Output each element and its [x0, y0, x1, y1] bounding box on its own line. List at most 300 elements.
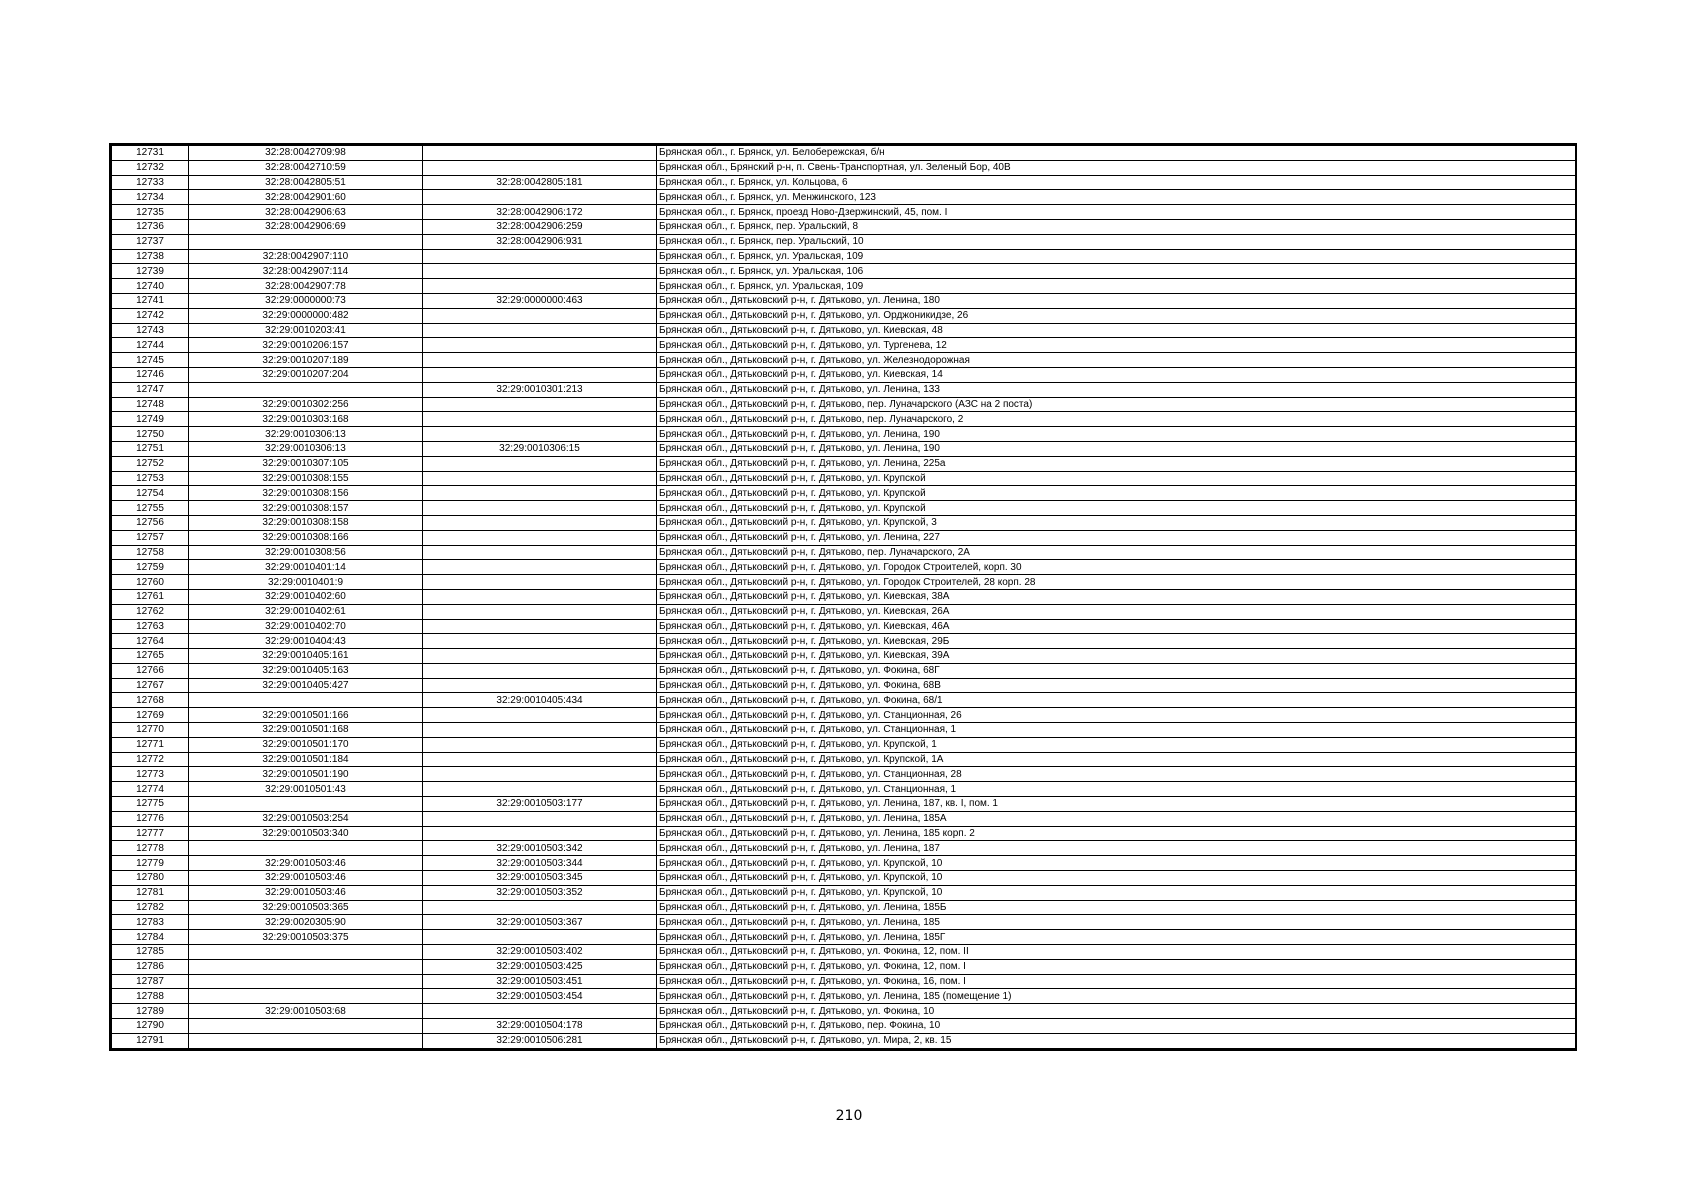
address-cell: Брянская обл., г. Брянск, ул. Кольцова, 6 — [657, 175, 1576, 190]
row-number-cell: 12740 — [112, 279, 189, 294]
address-cell: Брянская обл., Дятьковский р-н, г. Дятьково, пер. Луначарского, 2А — [657, 545, 1576, 560]
address-cell: Брянская обл., г. Брянск, проезд Ново-Дзержинский, 45, пом. I — [657, 205, 1576, 220]
land-cadastral-number-cell: 32:29:0010306:13 — [189, 427, 423, 442]
table-row — [112, 249, 1576, 264]
object-cadastral-number-cell — [423, 190, 657, 205]
row-number-cell: 12791 — [112, 1033, 189, 1048]
row-number-cell: 12782 — [112, 900, 189, 915]
land-cadastral-number-cell: 32:29:0010207:204 — [189, 367, 423, 382]
row-number-cell: 12741 — [112, 293, 189, 308]
address-cell: Брянская обл., г. Брянск, ул. Уральская, 109 — [657, 279, 1576, 294]
row-number-cell: 12773 — [112, 767, 189, 782]
land-cadastral-number-cell: 32:28:0042901:60 — [189, 190, 423, 205]
land-cadastral-number-cell: 32:28:0042906:69 — [189, 219, 423, 234]
row-number-cell: 12736 — [112, 219, 189, 234]
row-number-cell: 12763 — [112, 619, 189, 634]
address-cell: Брянская обл., Дятьковский р-н, г. Дятьково, ул. Крупской, 10 — [657, 856, 1576, 871]
object-cadastral-number-cell — [423, 501, 657, 516]
address-cell: Брянская обл., г. Брянск, ул. Уральская, 109 — [657, 249, 1576, 264]
object-cadastral-number-cell: 32:29:0010503:177 — [423, 797, 657, 812]
object-cadastral-number-cell: 32:29:0010503:402 — [423, 945, 657, 960]
land-cadastral-number-cell: 32:29:0010405:161 — [189, 649, 423, 664]
object-cadastral-number-cell — [423, 249, 657, 264]
table-row — [112, 663, 1576, 678]
address-cell: Брянская обл., Дятьковский р-н, г. Дятьково, ул. Ленина, 185А — [657, 811, 1576, 826]
address-cell: Брянская обл., Дятьковский р-н, г. Дятьково, ул. Киевская, 39А — [657, 649, 1576, 664]
row-number-cell: 12776 — [112, 811, 189, 826]
table-row — [112, 737, 1576, 752]
row-number-cell: 12771 — [112, 737, 189, 752]
address-cell: Брянская обл., Дятьковский р-н, г. Дятьково, ул. Крупской, 1 — [657, 737, 1576, 752]
object-cadastral-number-cell — [423, 367, 657, 382]
object-cadastral-number-cell — [423, 146, 657, 161]
row-number-cell: 12780 — [112, 871, 189, 886]
row-number-cell: 12747 — [112, 382, 189, 397]
table-row — [112, 205, 1576, 220]
object-cadastral-number-cell — [423, 471, 657, 486]
row-number-cell: 12734 — [112, 190, 189, 205]
address-cell: Брянская обл., Дятьковский р-н, г. Дятьково, ул. Крупской — [657, 486, 1576, 501]
address-cell: Брянская обл., Дятьковский р-н, г. Дятьково, ул. Киевская, 48 — [657, 323, 1576, 338]
row-number-cell: 12758 — [112, 545, 189, 560]
land-cadastral-number-cell: 32:29:0010308:56 — [189, 545, 423, 560]
row-number-cell: 12749 — [112, 412, 189, 427]
land-cadastral-number-cell: 32:29:0010503:365 — [189, 900, 423, 915]
table-row — [112, 915, 1576, 930]
object-cadastral-number-cell: 32:29:0010306:15 — [423, 441, 657, 456]
address-cell: Брянская обл., Дятьковский р-н, г. Дятьково, ул. Ленина, 225а — [657, 456, 1576, 471]
land-cadastral-number-cell: 32:29:0010307:105 — [189, 456, 423, 471]
table-row — [112, 486, 1576, 501]
table-row — [112, 367, 1576, 382]
table-row — [112, 234, 1576, 249]
land-cadastral-number-cell — [189, 382, 423, 397]
table-row — [112, 190, 1576, 205]
land-cadastral-number-cell: 32:29:0010303:168 — [189, 412, 423, 427]
object-cadastral-number-cell — [423, 412, 657, 427]
address-cell: Брянская обл., Дятьковский р-н, г. Дятьково, ул. Фокина, 68В — [657, 678, 1576, 693]
land-cadastral-number-cell: 32:29:0010402:61 — [189, 604, 423, 619]
object-cadastral-number-cell — [423, 1004, 657, 1019]
table-row — [112, 382, 1576, 397]
object-cadastral-number-cell: 32:29:0010504:178 — [423, 1019, 657, 1034]
land-cadastral-number-cell — [189, 234, 423, 249]
table-row — [112, 678, 1576, 693]
object-cadastral-number-cell — [423, 782, 657, 797]
row-number-cell: 12785 — [112, 945, 189, 960]
address-cell: Брянская обл., Брянский р-н, п. Свень-Транспортная, ул. Зеленый Бор, 40В — [657, 160, 1576, 175]
object-cadastral-number-cell: 32:29:0010503:345 — [423, 871, 657, 886]
land-cadastral-number-cell: 32:28:0042710:59 — [189, 160, 423, 175]
land-cadastral-number-cell: 32:29:0010503:375 — [189, 930, 423, 945]
page-number: 210 — [835, 1108, 863, 1124]
object-cadastral-number-cell — [423, 900, 657, 915]
object-cadastral-number-cell — [423, 826, 657, 841]
table-row — [112, 146, 1576, 161]
address-cell: Брянская обл., Дятьковский р-н, г. Дятьково, ул. Киевская, 14 — [657, 367, 1576, 382]
object-cadastral-number-cell — [423, 264, 657, 279]
row-number-cell: 12732 — [112, 160, 189, 175]
object-cadastral-number-cell — [423, 649, 657, 664]
row-number-cell: 12762 — [112, 604, 189, 619]
land-cadastral-number-cell: 32:29:0010501:43 — [189, 782, 423, 797]
row-number-cell: 12775 — [112, 797, 189, 812]
land-cadastral-number-cell: 32:28:0042907:114 — [189, 264, 423, 279]
object-cadastral-number-cell — [423, 486, 657, 501]
row-number-cell: 12770 — [112, 723, 189, 738]
row-number-cell: 12769 — [112, 708, 189, 723]
table-row — [112, 264, 1576, 279]
address-cell: Брянская обл., г. Брянск, ул. Уральская, 106 — [657, 264, 1576, 279]
row-number-cell: 12761 — [112, 589, 189, 604]
table-row — [112, 456, 1576, 471]
object-cadastral-number-cell: 32:29:0010503:425 — [423, 959, 657, 974]
row-number-cell: 12750 — [112, 427, 189, 442]
address-cell: Брянская обл., Дятьковский р-н, г. Дятьково, ул. Станционная, 26 — [657, 708, 1576, 723]
object-cadastral-number-cell — [423, 723, 657, 738]
land-cadastral-number-cell: 32:29:0010503:46 — [189, 856, 423, 871]
address-cell: Брянская обл., Дятьковский р-н, г. Дятьково, ул. Ленина, 185 (помещение 1) — [657, 989, 1576, 1004]
table-row — [112, 693, 1576, 708]
land-cadastral-number-cell: 32:29:0010401:14 — [189, 560, 423, 575]
row-number-cell: 12783 — [112, 915, 189, 930]
address-cell: Брянская обл., Дятьковский р-н, г. Дятьково, ул. Крупской, 3 — [657, 515, 1576, 530]
land-cadastral-number-cell — [189, 693, 423, 708]
table-row — [112, 323, 1576, 338]
land-cadastral-number-cell: 32:29:0010503:68 — [189, 1004, 423, 1019]
address-cell: Брянская обл., Дятьковский р-н, г. Дятьково, пер. Фокина, 10 — [657, 1019, 1576, 1034]
registry-table-body — [112, 146, 1576, 1049]
land-cadastral-number-cell: 32:29:0010503:46 — [189, 871, 423, 886]
row-number-cell: 12760 — [112, 575, 189, 590]
land-cadastral-number-cell: 32:29:0010308:158 — [189, 515, 423, 530]
object-cadastral-number-cell — [423, 737, 657, 752]
object-cadastral-number-cell — [423, 279, 657, 294]
land-cadastral-number-cell: 32:28:0042907:78 — [189, 279, 423, 294]
row-number-cell: 12743 — [112, 323, 189, 338]
row-number-cell: 12731 — [112, 146, 189, 161]
object-cadastral-number-cell: 32:28:0042805:181 — [423, 175, 657, 190]
land-cadastral-number-cell: 32:29:0010206:157 — [189, 338, 423, 353]
object-cadastral-number-cell — [423, 589, 657, 604]
row-number-cell: 12768 — [112, 693, 189, 708]
table-row — [112, 797, 1576, 812]
row-number-cell: 12787 — [112, 974, 189, 989]
table-row — [112, 560, 1576, 575]
table-row — [112, 841, 1576, 856]
object-cadastral-number-cell — [423, 811, 657, 826]
row-number-cell: 12739 — [112, 264, 189, 279]
address-cell: Брянская обл., Дятьковский р-н, г. Дятьково, ул. Городок Строителей, корп. 30 — [657, 560, 1576, 575]
land-cadastral-number-cell: 32:29:0010203:41 — [189, 323, 423, 338]
table-row — [112, 974, 1576, 989]
address-cell: Брянская обл., Дятьковский р-н, г. Дятьково, ул. Станционная, 1 — [657, 782, 1576, 797]
table-row — [112, 900, 1576, 915]
address-cell: Брянская обл., Дятьковский р-н, г. Дятьково, ул. Фокина, 68Г — [657, 663, 1576, 678]
address-cell: Брянская обл., г. Брянск, ул. Менжинского, 123 — [657, 190, 1576, 205]
address-cell: Брянская обл., Дятьковский р-н, г. Дятьково, ул. Ленина, 187 — [657, 841, 1576, 856]
object-cadastral-number-cell: 32:29:0010503:342 — [423, 841, 657, 856]
row-number-cell: 12778 — [112, 841, 189, 856]
address-cell: Брянская обл., Дятьковский р-н, г. Дятьково, ул. Мира, 2, кв. 15 — [657, 1033, 1576, 1048]
row-number-cell: 12754 — [112, 486, 189, 501]
table-row — [112, 752, 1576, 767]
row-number-cell: 12766 — [112, 663, 189, 678]
land-cadastral-number-cell: 32:29:0010404:43 — [189, 634, 423, 649]
table-row — [112, 871, 1576, 886]
land-cadastral-number-cell: 32:29:0010401:9 — [189, 575, 423, 590]
land-cadastral-number-cell: 32:29:0010503:46 — [189, 885, 423, 900]
object-cadastral-number-cell: 32:29:0000000:463 — [423, 293, 657, 308]
table-row — [112, 293, 1576, 308]
address-cell: Брянская обл., Дятьковский р-н, г. Дятьково, ул. Киевская, 26А — [657, 604, 1576, 619]
address-cell: Брянская обл., Дятьковский р-н, г. Дятьково, ул. Ленина, 185Г — [657, 930, 1576, 945]
object-cadastral-number-cell: 32:29:0010503:352 — [423, 885, 657, 900]
table-row — [112, 471, 1576, 486]
row-number-cell: 12786 — [112, 959, 189, 974]
object-cadastral-number-cell — [423, 708, 657, 723]
address-cell: Брянская обл., Дятьковский р-н, г. Дятьково, ул. Фокина, 68/1 — [657, 693, 1576, 708]
address-cell: Брянская обл., Дятьковский р-н, г. Дятьково, ул. Крупской, 10 — [657, 885, 1576, 900]
object-cadastral-number-cell — [423, 663, 657, 678]
address-cell: Брянская обл., Дятьковский р-н, г. Дятьково, ул. Фокина, 12, пом. II — [657, 945, 1576, 960]
land-cadastral-number-cell — [189, 1033, 423, 1048]
row-number-cell: 12748 — [112, 397, 189, 412]
row-number-cell: 12757 — [112, 530, 189, 545]
table-row — [112, 1033, 1576, 1048]
object-cadastral-number-cell: 32:28:0042906:172 — [423, 205, 657, 220]
object-cadastral-number-cell — [423, 456, 657, 471]
address-cell: Брянская обл., Дятьковский р-н, г. Дятьково, пер. Луначарского (АЗС на 2 поста) — [657, 397, 1576, 412]
row-number-cell: 12737 — [112, 234, 189, 249]
land-cadastral-number-cell — [189, 959, 423, 974]
table-row — [112, 723, 1576, 738]
row-number-cell: 12767 — [112, 678, 189, 693]
row-number-cell: 12733 — [112, 175, 189, 190]
object-cadastral-number-cell: 32:29:0010503:451 — [423, 974, 657, 989]
address-cell: Брянская обл., Дятьковский р-н, г. Дятьково, ул. Ленина, 180 — [657, 293, 1576, 308]
table-row — [112, 279, 1576, 294]
table-row — [112, 782, 1576, 797]
table-row — [112, 1004, 1576, 1019]
land-cadastral-number-cell: 32:29:0010501:166 — [189, 708, 423, 723]
object-cadastral-number-cell — [423, 397, 657, 412]
object-cadastral-number-cell: 32:29:0010405:434 — [423, 693, 657, 708]
table-row — [112, 945, 1576, 960]
land-cadastral-number-cell: 32:29:0010402:60 — [189, 589, 423, 604]
table-row — [112, 501, 1576, 516]
land-cadastral-number-cell: 32:29:0020305:90 — [189, 915, 423, 930]
address-cell: Брянская обл., г. Брянск, пер. Уральский, 10 — [657, 234, 1576, 249]
object-cadastral-number-cell — [423, 530, 657, 545]
land-cadastral-number-cell: 32:29:0010308:157 — [189, 501, 423, 516]
land-cadastral-number-cell — [189, 945, 423, 960]
row-number-cell: 12784 — [112, 930, 189, 945]
object-cadastral-number-cell — [423, 678, 657, 693]
object-cadastral-number-cell — [423, 619, 657, 634]
table-row — [112, 530, 1576, 545]
land-cadastral-number-cell — [189, 989, 423, 1004]
land-cadastral-number-cell: 32:29:0010501:170 — [189, 737, 423, 752]
row-number-cell: 12746 — [112, 367, 189, 382]
address-cell: Брянская обл., Дятьковский р-н, г. Дятьково, ул. Станционная, 28 — [657, 767, 1576, 782]
table-row — [112, 575, 1576, 590]
object-cadastral-number-cell — [423, 545, 657, 560]
object-cadastral-number-cell — [423, 930, 657, 945]
address-cell: Брянская обл., Дятьковский р-н, г. Дятьково, ул. Крупской — [657, 501, 1576, 516]
address-cell: Брянская обл., Дятьковский р-н, г. Дятьково, ул. Ленина, 190 — [657, 441, 1576, 456]
address-cell: Брянская обл., Дятьковский р-н, г. Дятьково, ул. Ленина, 227 — [657, 530, 1576, 545]
address-cell: Брянская обл., Дятьковский р-н, г. Дятьково, ул. Киевская, 38А — [657, 589, 1576, 604]
table-row — [112, 811, 1576, 826]
object-cadastral-number-cell — [423, 427, 657, 442]
object-cadastral-number-cell: 32:29:0010503:367 — [423, 915, 657, 930]
address-cell: Брянская обл., г. Брянск, ул. Белобережская, б/н — [657, 146, 1576, 161]
row-number-cell: 12756 — [112, 515, 189, 530]
table-row — [112, 856, 1576, 871]
address-cell: Брянская обл., Дятьковский р-н, г. Дятьково, ул. Ленина, 185 — [657, 915, 1576, 930]
address-cell: Брянская обл., Дятьковский р-н, г. Дятьково, ул. Ленина, 185Б — [657, 900, 1576, 915]
land-cadastral-number-cell: 32:29:0010207:189 — [189, 353, 423, 368]
address-cell: Брянская обл., Дятьковский р-н, г. Дятьково, ул. Фокина, 10 — [657, 1004, 1576, 1019]
row-number-cell: 12735 — [112, 205, 189, 220]
land-cadastral-number-cell: 32:29:0010405:163 — [189, 663, 423, 678]
land-cadastral-number-cell: 32:29:0010308:155 — [189, 471, 423, 486]
land-cadastral-number-cell: 32:29:0010402:70 — [189, 619, 423, 634]
table-row — [112, 219, 1576, 234]
object-cadastral-number-cell — [423, 575, 657, 590]
address-cell: Брянская обл., Дятьковский р-н, г. Дятьково, пер. Луначарского, 2 — [657, 412, 1576, 427]
table-row — [112, 412, 1576, 427]
table-row — [112, 826, 1576, 841]
land-cadastral-number-cell: 32:28:0042906:63 — [189, 205, 423, 220]
table-row — [112, 545, 1576, 560]
object-cadastral-number-cell — [423, 338, 657, 353]
row-number-cell: 12744 — [112, 338, 189, 353]
address-cell: Брянская обл., Дятьковский р-н, г. Дятьково, ул. Ленина, 185 корп. 2 — [657, 826, 1576, 841]
address-cell: Брянская обл., Дятьковский р-н, г. Дятьково, ул. Фокина, 16, пом. I — [657, 974, 1576, 989]
object-cadastral-number-cell — [423, 752, 657, 767]
table-row — [112, 353, 1576, 368]
object-cadastral-number-cell: 32:28:0042906:259 — [423, 219, 657, 234]
row-number-cell: 12772 — [112, 752, 189, 767]
object-cadastral-number-cell: 32:29:0010301:213 — [423, 382, 657, 397]
registry-sheet — [109, 143, 1577, 1051]
land-cadastral-number-cell: 32:29:0010501:190 — [189, 767, 423, 782]
table-row — [112, 589, 1576, 604]
land-cadastral-number-cell: 32:28:0042907:110 — [189, 249, 423, 264]
table-row — [112, 604, 1576, 619]
table-row — [112, 989, 1576, 1004]
land-cadastral-number-cell: 32:29:0000000:73 — [189, 293, 423, 308]
row-number-cell: 12753 — [112, 471, 189, 486]
table-row — [112, 649, 1576, 664]
row-number-cell: 12745 — [112, 353, 189, 368]
address-cell: Брянская обл., Дятьковский р-н, г. Дятьково, ул. Киевская, 46А — [657, 619, 1576, 634]
land-cadastral-number-cell: 32:28:0042805:51 — [189, 175, 423, 190]
object-cadastral-number-cell — [423, 634, 657, 649]
table-row — [112, 515, 1576, 530]
row-number-cell: 12789 — [112, 1004, 189, 1019]
table-row — [112, 308, 1576, 323]
land-cadastral-number-cell — [189, 797, 423, 812]
address-cell: Брянская обл., Дятьковский р-н, г. Дятьково, ул. Крупской, 1А — [657, 752, 1576, 767]
land-cadastral-number-cell — [189, 841, 423, 856]
table-row — [112, 427, 1576, 442]
table-row — [112, 175, 1576, 190]
address-cell: Брянская обл., Дятьковский р-н, г. Дятьково, ул. Станционная, 1 — [657, 723, 1576, 738]
land-cadastral-number-cell — [189, 1019, 423, 1034]
address-cell: Брянская обл., Дятьковский р-н, г. Дятьково, ул. Фокина, 12, пом. I — [657, 959, 1576, 974]
registry-table — [111, 145, 1576, 1049]
row-number-cell: 12788 — [112, 989, 189, 1004]
address-cell: Брянская обл., Дятьковский р-н, г. Дятьково, ул. Орджоникидзе, 26 — [657, 308, 1576, 323]
table-row — [112, 397, 1576, 412]
table-row — [112, 634, 1576, 649]
row-number-cell: 12755 — [112, 501, 189, 516]
land-cadastral-number-cell: 32:29:0000000:482 — [189, 308, 423, 323]
address-cell: Брянская обл., Дятьковский р-н, г. Дятьково, ул. Городок Строителей, 28 корп. 28 — [657, 575, 1576, 590]
address-cell: Брянская обл., Дятьковский р-н, г. Дятьково, ул. Ленина, 187, кв. I, пом. 1 — [657, 797, 1576, 812]
row-number-cell: 12765 — [112, 649, 189, 664]
address-cell: Брянская обл., Дятьковский р-н, г. Дятьково, ул. Ленина, 133 — [657, 382, 1576, 397]
land-cadastral-number-cell: 32:29:0010501:168 — [189, 723, 423, 738]
land-cadastral-number-cell — [189, 974, 423, 989]
object-cadastral-number-cell — [423, 323, 657, 338]
table-row — [112, 619, 1576, 634]
land-cadastral-number-cell: 32:29:0010503:340 — [189, 826, 423, 841]
land-cadastral-number-cell: 32:29:0010501:184 — [189, 752, 423, 767]
table-row — [112, 708, 1576, 723]
object-cadastral-number-cell — [423, 353, 657, 368]
table-row — [112, 160, 1576, 175]
land-cadastral-number-cell: 32:29:0010503:254 — [189, 811, 423, 826]
table-row — [112, 959, 1576, 974]
row-number-cell: 12752 — [112, 456, 189, 471]
address-cell: Брянская обл., Дятьковский р-н, г. Дятьково, ул. Киевская, 29Б — [657, 634, 1576, 649]
address-cell: Брянская обл., г. Брянск, пер. Уральский, 8 — [657, 219, 1576, 234]
object-cadastral-number-cell: 32:29:0010503:344 — [423, 856, 657, 871]
address-cell: Брянская обл., Дятьковский р-н, г. Дятьково, ул. Ленина, 190 — [657, 427, 1576, 442]
land-cadastral-number-cell: 32:28:0042709:98 — [189, 146, 423, 161]
row-number-cell: 12779 — [112, 856, 189, 871]
land-cadastral-number-cell: 32:29:0010308:156 — [189, 486, 423, 501]
address-cell: Брянская обл., Дятьковский р-н, г. Дятьково, ул. Крупской — [657, 471, 1576, 486]
address-cell: Брянская обл., Дятьковский р-н, г. Дятьково, ул. Крупской, 10 — [657, 871, 1576, 886]
object-cadastral-number-cell — [423, 515, 657, 530]
row-number-cell: 12774 — [112, 782, 189, 797]
table-row — [112, 1019, 1576, 1034]
object-cadastral-number-cell — [423, 767, 657, 782]
row-number-cell: 12742 — [112, 308, 189, 323]
land-cadastral-number-cell: 32:29:0010405:427 — [189, 678, 423, 693]
address-cell: Брянская обл., Дятьковский р-н, г. Дятьково, ул. Тургенева, 12 — [657, 338, 1576, 353]
row-number-cell: 12781 — [112, 885, 189, 900]
land-cadastral-number-cell: 32:29:0010302:256 — [189, 397, 423, 412]
table-row — [112, 930, 1576, 945]
row-number-cell: 12738 — [112, 249, 189, 264]
row-number-cell: 12764 — [112, 634, 189, 649]
table-row — [112, 885, 1576, 900]
row-number-cell: 12759 — [112, 560, 189, 575]
object-cadastral-number-cell — [423, 560, 657, 575]
table-row — [112, 767, 1576, 782]
object-cadastral-number-cell: 32:29:0010506:281 — [423, 1033, 657, 1048]
row-number-cell: 12790 — [112, 1019, 189, 1034]
object-cadastral-number-cell — [423, 604, 657, 619]
object-cadastral-number-cell — [423, 160, 657, 175]
object-cadastral-number-cell — [423, 308, 657, 323]
